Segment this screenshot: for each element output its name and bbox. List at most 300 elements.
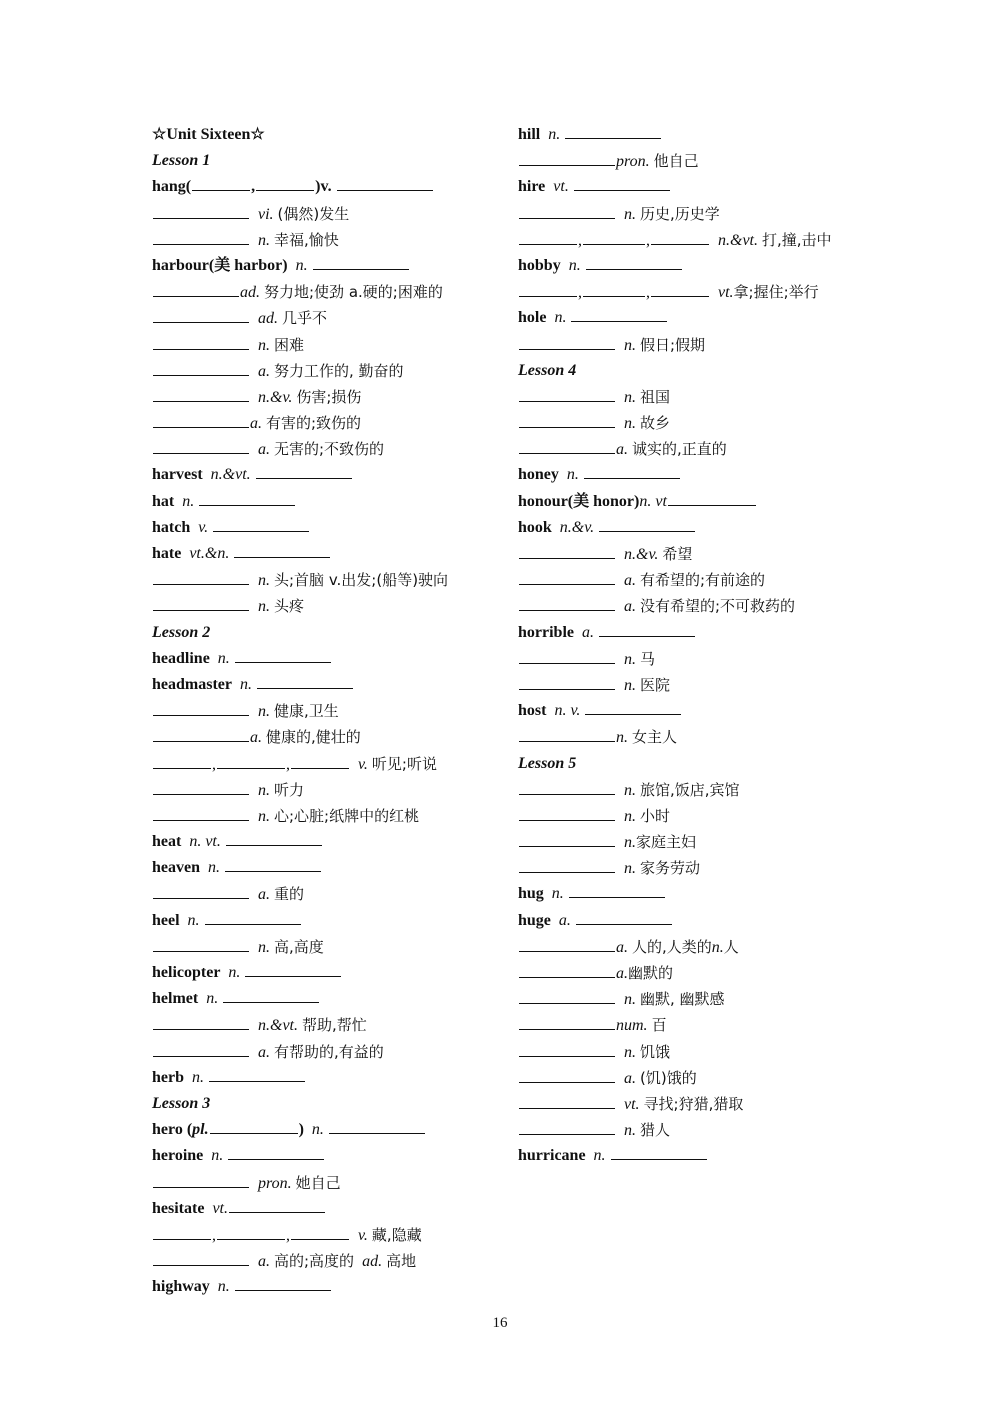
lesson-heading — [152, 1091, 502, 1117]
part-of-speech: pron. — [258, 1174, 292, 1192]
answer-blank[interactable] — [153, 359, 249, 376]
definition: 听力 — [274, 780, 305, 799]
part-of-speech: n. — [206, 990, 219, 1008]
answer-blank[interactable] — [571, 305, 667, 322]
answer-blank[interactable] — [519, 856, 615, 873]
part-of-speech: n. — [624, 1043, 636, 1061]
definition: 努力工作的, 勤奋的 — [274, 361, 404, 380]
answer-blank[interactable] — [313, 253, 409, 270]
part-of-speech: n. — [208, 859, 220, 877]
answer-blank[interactable] — [586, 253, 682, 270]
separator: ) — [298, 1121, 304, 1139]
answer-blank[interactable] — [153, 333, 249, 350]
definition: (偶然)发生 — [277, 204, 350, 223]
vocab-row — [152, 1117, 502, 1143]
headword: hatch — [152, 518, 191, 536]
definition: 家庭主妇 — [636, 833, 697, 852]
part-of-speech: n. — [624, 676, 636, 694]
vocab-row — [518, 777, 878, 803]
answer-blank[interactable] — [519, 647, 615, 664]
vocab-row — [518, 986, 878, 1012]
vocab-row — [152, 1039, 502, 1065]
definition: 健康的,健壮的 — [266, 728, 361, 747]
vocab-row — [518, 122, 878, 148]
lesson-heading-text: Lesson 4 — [518, 361, 577, 379]
vocab-row — [152, 829, 502, 855]
separator: , — [286, 1226, 290, 1244]
unit-title-text: ☆Unit Sixteen☆ — [152, 126, 265, 143]
part-of-speech: v. — [198, 518, 209, 536]
vocab-row — [152, 489, 502, 515]
part-of-speech: )v. — [315, 178, 332, 196]
part-of-speech: a. — [624, 598, 636, 616]
definition: 心;心脏;纸牌中的红桃 — [274, 806, 420, 825]
definition: 诚实的,正直的 — [632, 440, 727, 459]
vocab-row — [518, 1065, 878, 1091]
answer-blank[interactable] — [153, 385, 249, 402]
lesson-heading-text: Lesson 2 — [152, 623, 211, 641]
definition: 几乎不 — [282, 309, 328, 328]
answer-blank[interactable] — [153, 411, 249, 428]
vocab-row — [518, 934, 878, 960]
answer-blank[interactable] — [257, 672, 353, 689]
vocab-row — [518, 829, 878, 855]
part-of-speech: n. — [211, 1147, 224, 1165]
answer-blank[interactable] — [599, 515, 695, 532]
vocab-row — [518, 593, 878, 619]
answer-blank[interactable] — [228, 1143, 324, 1160]
answer-blank[interactable] — [256, 174, 314, 191]
headword: headline — [152, 649, 210, 667]
answer-blank[interactable] — [245, 960, 341, 977]
vocab-row — [152, 515, 502, 541]
vocab-row — [152, 855, 502, 881]
vocab-row — [152, 227, 502, 253]
answer-blank[interactable] — [519, 725, 615, 742]
part-of-speech: v. — [358, 1226, 368, 1244]
part-of-speech: n. — [228, 964, 241, 981]
answer-blank[interactable] — [226, 829, 322, 846]
answer-blank[interactable] — [153, 1013, 249, 1030]
definition: 希望 — [662, 545, 693, 563]
part-of-speech: n. — [624, 415, 636, 433]
part-of-speech: n. vt. — [189, 833, 221, 851]
headword: harbour(美 harbor) — [152, 256, 288, 274]
answer-blank[interactable] — [153, 568, 249, 585]
vocab-row — [518, 672, 878, 698]
part-of-speech: a. — [616, 938, 628, 956]
definition: 寻找;狩猎,猎取 — [643, 1094, 744, 1113]
answer-blank[interactable] — [209, 1065, 305, 1082]
answer-blank[interactable] — [199, 489, 295, 506]
definition: 无害的;不致伤的 — [274, 440, 385, 459]
answer-blank[interactable] — [229, 1196, 325, 1213]
part-of-speech: n. — [217, 1278, 230, 1296]
definition: 女主人 — [632, 728, 678, 747]
answer-blank[interactable] — [519, 935, 615, 952]
part-of-speech: n. — [624, 388, 636, 406]
answer-blank[interactable] — [519, 1118, 615, 1135]
vocab-row — [518, 646, 878, 672]
vocab-row — [152, 1196, 502, 1222]
answer-blank[interactable] — [337, 174, 433, 191]
answer-blank[interactable] — [153, 594, 249, 611]
lesson-heading-text: Lesson 1 — [152, 152, 211, 170]
answer-blank[interactable] — [519, 228, 577, 245]
part-of-speech: n. — [593, 1147, 606, 1165]
vocab-row — [518, 174, 878, 200]
part-of-speech: vt.&n. — [189, 545, 230, 562]
definition: 饥饿 — [640, 1042, 671, 1061]
headword: hate — [152, 545, 182, 562]
vocab-row — [152, 593, 502, 619]
part-of-speech: a. — [624, 572, 636, 590]
answer-blank[interactable] — [153, 437, 249, 454]
part-of-speech: a. — [616, 441, 628, 459]
part-of-speech: n.&v. — [559, 518, 595, 536]
separator: , — [578, 231, 582, 249]
vocab-row — [518, 541, 878, 567]
answer-blank[interactable] — [519, 1040, 615, 1057]
definition: 幸福,愉快 — [274, 230, 339, 249]
part-of-speech: n. — [258, 807, 270, 825]
part-of-speech: n. — [311, 1121, 324, 1139]
headword: heel — [152, 911, 180, 929]
plural-marker: pl. — [192, 1121, 209, 1139]
part-of-speech: vt. — [718, 284, 734, 302]
headword: hobby — [518, 256, 561, 274]
separator: , — [578, 284, 582, 302]
vocab-row — [152, 751, 502, 777]
answer-blank[interactable] — [519, 437, 615, 454]
definition: 伤害;损伤 — [296, 387, 362, 406]
vocab-row — [152, 934, 502, 960]
definition: 困难 — [274, 335, 305, 354]
answer-blank[interactable] — [519, 804, 615, 821]
definition: 高,高度 — [274, 937, 324, 956]
vocab-row — [152, 986, 502, 1012]
answer-blank[interactable] — [519, 830, 615, 847]
part-of-speech: a. — [258, 1043, 270, 1061]
answer-blank[interactable] — [153, 935, 249, 952]
headword: headmaster — [152, 675, 232, 693]
separator: , — [251, 178, 256, 196]
answer-blank[interactable] — [576, 908, 672, 925]
part-of-speech: n. — [182, 492, 195, 510]
headword: harvest — [152, 466, 203, 484]
part-of-speech: a. — [258, 886, 270, 904]
vocab-row — [152, 803, 502, 829]
part-of-speech: a. — [258, 441, 270, 459]
vocab-row — [518, 620, 878, 646]
separator: , — [212, 1226, 216, 1244]
vocab-row — [518, 462, 878, 488]
lesson-heading — [152, 620, 502, 646]
vocab-row — [152, 1248, 502, 1274]
vocab-row — [518, 1117, 878, 1143]
definition: 帮助,帮忙 — [302, 1016, 367, 1035]
answer-blank[interactable] — [329, 1117, 425, 1134]
headword: hurricane — [518, 1147, 586, 1165]
answer-blank[interactable] — [225, 855, 321, 872]
answer-blank[interactable] — [153, 1223, 211, 1240]
part-of-speech: n. — [239, 675, 252, 693]
vocab-row — [518, 201, 878, 227]
definition: 重的 — [274, 885, 305, 904]
answer-blank[interactable] — [519, 778, 615, 795]
vocab-row — [518, 724, 878, 750]
vocab-row — [518, 960, 878, 986]
vocab-row — [152, 305, 502, 331]
part-of-speech: n. — [624, 1122, 636, 1140]
definition: 头疼 — [274, 597, 305, 616]
definition: 幽默, 幽默感 — [640, 990, 725, 1009]
answer-blank[interactable] — [153, 1171, 249, 1188]
answer-blank[interactable] — [153, 725, 249, 742]
vocab-row — [518, 1143, 878, 1169]
answer-blank[interactable] — [519, 333, 615, 350]
definition: 百 — [651, 1016, 667, 1035]
headword: honour(美 honor) — [518, 492, 640, 510]
answer-blank[interactable] — [205, 908, 301, 925]
part-of-speech: n. — [711, 938, 724, 956]
answer-blank[interactable] — [519, 961, 615, 978]
vocab-row — [152, 698, 502, 724]
definition: 幽默的 — [628, 964, 674, 982]
definition: 马 — [640, 649, 656, 668]
answer-blank[interactable] — [519, 594, 615, 611]
answer-blank[interactable] — [519, 385, 615, 402]
separator: , — [286, 755, 290, 773]
part-of-speech: n. — [624, 834, 636, 852]
answer-blank[interactable] — [574, 174, 670, 191]
left-column — [152, 122, 502, 1300]
part-of-speech: n.&v. — [624, 546, 659, 563]
definition: 历史,历史学 — [640, 204, 720, 223]
answer-blank[interactable] — [599, 620, 695, 637]
vocab-row — [152, 1170, 502, 1196]
definition: (饥)饿的 — [640, 1068, 697, 1087]
vocab-row — [152, 1222, 502, 1248]
answer-blank[interactable] — [153, 280, 239, 297]
vocab-row — [152, 646, 502, 672]
part-of-speech: n. — [258, 938, 270, 956]
definition: 他自己 — [653, 152, 699, 171]
definition: 猎人 — [640, 1121, 671, 1140]
vocab-row — [152, 908, 502, 934]
answer-blank[interactable] — [519, 280, 577, 297]
answer-blank[interactable] — [583, 228, 645, 245]
answer-blank[interactable] — [519, 542, 615, 559]
headword: highway — [152, 1278, 210, 1296]
part-of-speech: a. — [250, 415, 262, 433]
lesson-heading-text: Lesson 3 — [152, 1094, 211, 1112]
vocab-row — [518, 803, 878, 829]
answer-blank[interactable] — [153, 804, 249, 821]
vocab-row — [518, 384, 878, 410]
answer-blank[interactable] — [217, 1223, 285, 1240]
part-of-speech: a. — [558, 911, 571, 929]
part-of-speech: a. — [582, 623, 594, 641]
vocab-row — [518, 227, 878, 253]
definition: 藏,隐藏 — [371, 1225, 422, 1244]
answer-blank[interactable] — [584, 462, 680, 479]
answer-blank[interactable] — [153, 306, 249, 323]
answer-blank[interactable] — [153, 1249, 249, 1266]
headword: hero ( — [152, 1121, 193, 1139]
vocab-row — [152, 436, 502, 462]
answer-blank[interactable] — [153, 882, 249, 899]
part-of-speech: ad. — [362, 1253, 383, 1271]
headword: hook — [518, 518, 552, 536]
answer-blank[interactable] — [651, 228, 709, 245]
part-of-speech: vt. — [624, 1095, 640, 1113]
part-of-speech: n. — [258, 336, 270, 354]
definition: 打,撞,击中 — [762, 230, 832, 249]
right-column — [518, 122, 878, 1170]
definition: 高的;高度的 — [274, 1252, 355, 1271]
vocab-row — [152, 777, 502, 803]
answer-blank[interactable] — [153, 699, 249, 716]
answer-blank[interactable] — [235, 1274, 331, 1291]
vocab-row — [152, 1065, 502, 1091]
vocab-row — [518, 279, 878, 305]
part-of-speech: n. — [568, 256, 581, 274]
headword: helmet — [152, 990, 199, 1008]
part-of-speech: n. — [624, 807, 636, 825]
headword: hat — [152, 492, 175, 510]
definition: 有帮助的,有益的 — [274, 1042, 384, 1061]
definition: 拿;握住;举行 — [733, 283, 819, 302]
headword: hire — [518, 178, 546, 196]
part-of-speech: n. vt — [639, 492, 667, 510]
definition: 她自己 — [295, 1173, 341, 1192]
answer-blank[interactable] — [213, 515, 309, 532]
vocab-row — [152, 960, 502, 986]
headword: honey — [518, 466, 559, 484]
answer-blank[interactable] — [519, 568, 615, 585]
lesson-heading-text: Lesson 5 — [518, 754, 577, 772]
headword: hang( — [152, 178, 192, 196]
vocab-row — [152, 253, 502, 279]
answer-blank[interactable] — [519, 149, 615, 166]
answer-blank[interactable] — [519, 987, 615, 1004]
lesson-heading — [518, 358, 878, 384]
vocab-row — [518, 436, 878, 462]
part-of-speech: n. — [192, 1068, 204, 1086]
vocab-row — [518, 305, 878, 331]
part-of-speech: n. — [616, 729, 628, 747]
answer-blank[interactable] — [668, 489, 756, 506]
separator: , — [646, 284, 650, 302]
answer-blank[interactable] — [611, 1143, 707, 1160]
part-of-speech: n. — [258, 598, 270, 616]
answer-blank[interactable] — [519, 202, 615, 219]
part-of-speech: n. — [566, 466, 579, 484]
vocab-row — [152, 358, 502, 384]
vocab-row — [518, 1091, 878, 1117]
definition: 听见;听说 — [371, 754, 437, 773]
headword: hesitate — [152, 1199, 205, 1217]
definition: 旅馆,饭店,宾馆 — [640, 780, 740, 799]
answer-blank[interactable] — [651, 280, 709, 297]
part-of-speech: n. — [258, 572, 270, 590]
headword: heroine — [152, 1147, 204, 1165]
lesson-heading — [518, 751, 878, 777]
answer-blank[interactable] — [234, 541, 330, 558]
answer-blank[interactable] — [223, 986, 319, 1003]
definition: 有希望的;有前途的 — [640, 571, 766, 590]
answer-blank[interactable] — [519, 1066, 615, 1083]
answer-blank[interactable] — [519, 411, 615, 428]
vocab-row — [152, 384, 502, 410]
vocab-row — [518, 855, 878, 881]
headword: hill — [518, 126, 541, 143]
definition: 没有希望的;不可救药的 — [640, 597, 796, 616]
answer-blank[interactable] — [153, 778, 249, 795]
vocab-row — [518, 148, 878, 174]
part-of-speech: num. — [616, 1017, 648, 1035]
definition: 高地 — [386, 1252, 417, 1271]
answer-blank[interactable] — [519, 1092, 615, 1109]
part-of-speech: n. — [624, 860, 636, 878]
headword: herb — [152, 1068, 184, 1086]
headword: hug — [518, 885, 544, 903]
vocab-row — [152, 174, 502, 200]
part-of-speech: vi. — [258, 205, 274, 223]
vocab-row — [518, 515, 878, 541]
answer-blank[interactable] — [585, 698, 681, 715]
definition: 有害的;致伤的 — [266, 414, 362, 433]
answer-blank[interactable] — [210, 1117, 298, 1134]
answer-blank[interactable] — [153, 228, 249, 245]
separator: , — [212, 755, 216, 773]
answer-blank[interactable] — [519, 673, 615, 690]
vocab-row — [152, 724, 502, 750]
answer-blank[interactable] — [192, 174, 250, 191]
answer-blank[interactable] — [153, 202, 249, 219]
answer-blank[interactable] — [256, 462, 352, 479]
part-of-speech: vt. — [553, 178, 569, 196]
headword: host — [518, 702, 547, 720]
answer-blank[interactable] — [153, 752, 211, 769]
vocab-row — [152, 1143, 502, 1169]
lesson-heading — [152, 148, 502, 174]
part-of-speech: n. — [295, 256, 308, 274]
answer-blank[interactable] — [153, 1040, 249, 1057]
definition: 人 — [723, 937, 739, 956]
answer-blank[interactable] — [565, 122, 661, 139]
vocab-row — [518, 908, 878, 934]
answer-blank[interactable] — [519, 1013, 615, 1030]
answer-blank[interactable] — [235, 646, 331, 663]
part-of-speech: n.&v. — [258, 388, 293, 406]
headword: hole — [518, 309, 547, 327]
vocab-row — [152, 1012, 502, 1038]
answer-blank[interactable] — [217, 752, 285, 769]
vocab-row — [518, 489, 878, 515]
vocab-row — [152, 881, 502, 907]
answer-blank[interactable] — [291, 752, 349, 769]
definition: 人的,人类的 — [632, 937, 712, 956]
part-of-speech: v. — [358, 755, 368, 773]
headword: horrible — [518, 623, 574, 641]
answer-blank[interactable] — [291, 1223, 349, 1240]
answer-blank[interactable] — [569, 881, 665, 898]
page-number: 16 — [492, 1315, 508, 1331]
answer-blank[interactable] — [583, 280, 645, 297]
vocab-row — [152, 201, 502, 227]
